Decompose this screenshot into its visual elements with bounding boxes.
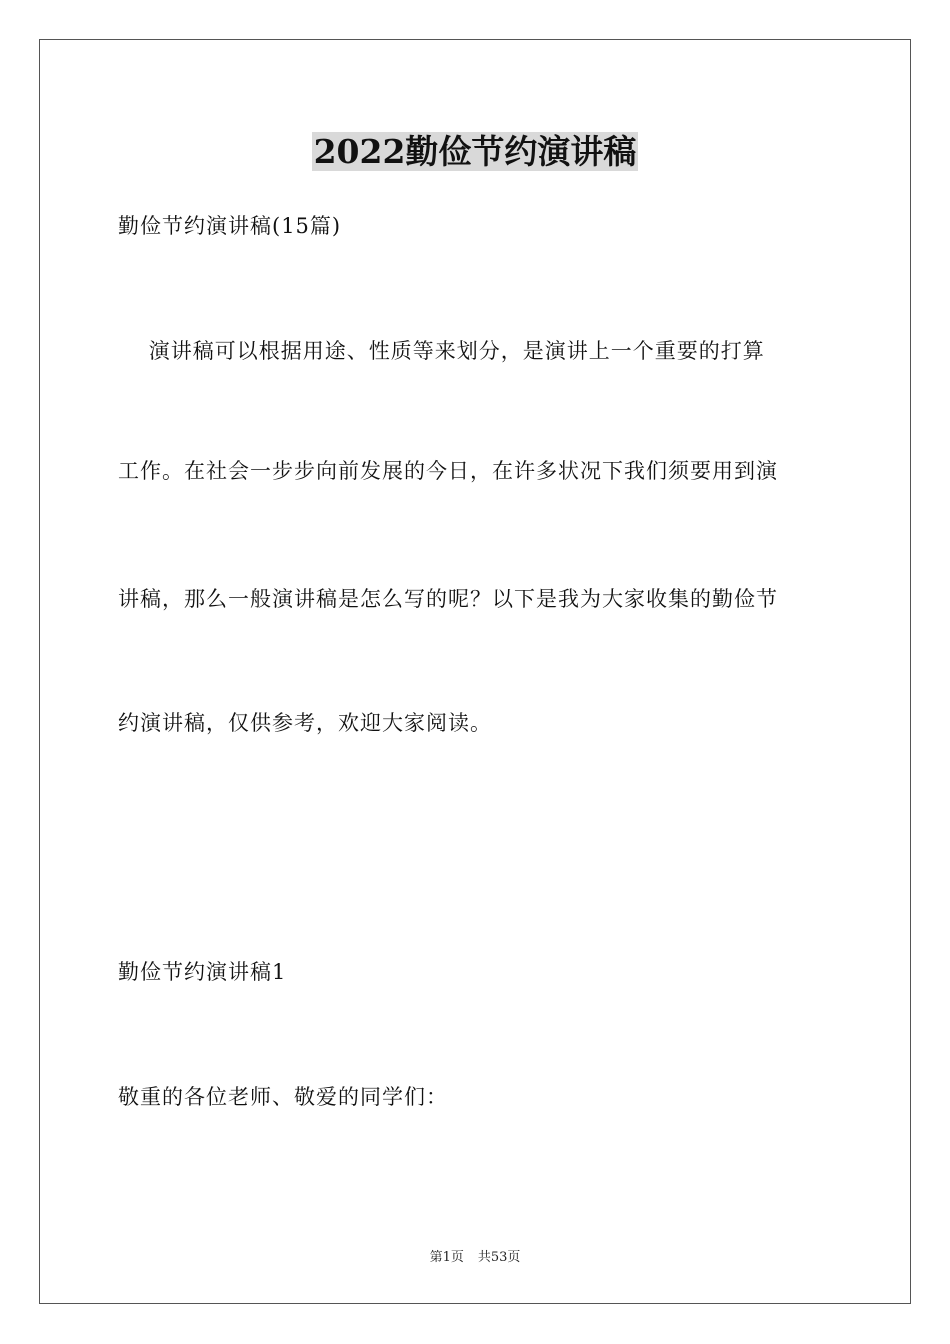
greeting-line: 敬重的各位老师、敬爱的同学们： — [118, 1085, 448, 1109]
document-subtitle: 勤俭节约演讲稿(15篇) — [118, 214, 342, 238]
intro-line-4: 约演讲稿，仅供参考，欢迎大家阅读。 — [118, 711, 492, 735]
page-number: 第1页 — [429, 1250, 464, 1265]
intro-line-2: 工作。在社会一步步向前发展的今日，在许多状况下我们须要用到演 — [118, 459, 778, 483]
page-total: 共53页 — [477, 1250, 521, 1265]
intro-line-1: 演讲稿可以根据用途、性质等来划分，是演讲上一个重要的打算 — [118, 339, 765, 363]
page-footer — [40, 1249, 910, 1267]
intro-line-3: 讲稿，那么一般演讲稿是怎么写的呢？以下是我为大家收集的勤俭节 — [118, 587, 778, 611]
section-heading: 勤俭节约演讲稿1 — [118, 960, 287, 984]
document-title-text: 2022勤俭节约演讲稿 — [313, 132, 637, 171]
document-title — [40, 128, 910, 176]
document-page — [39, 39, 911, 1304]
